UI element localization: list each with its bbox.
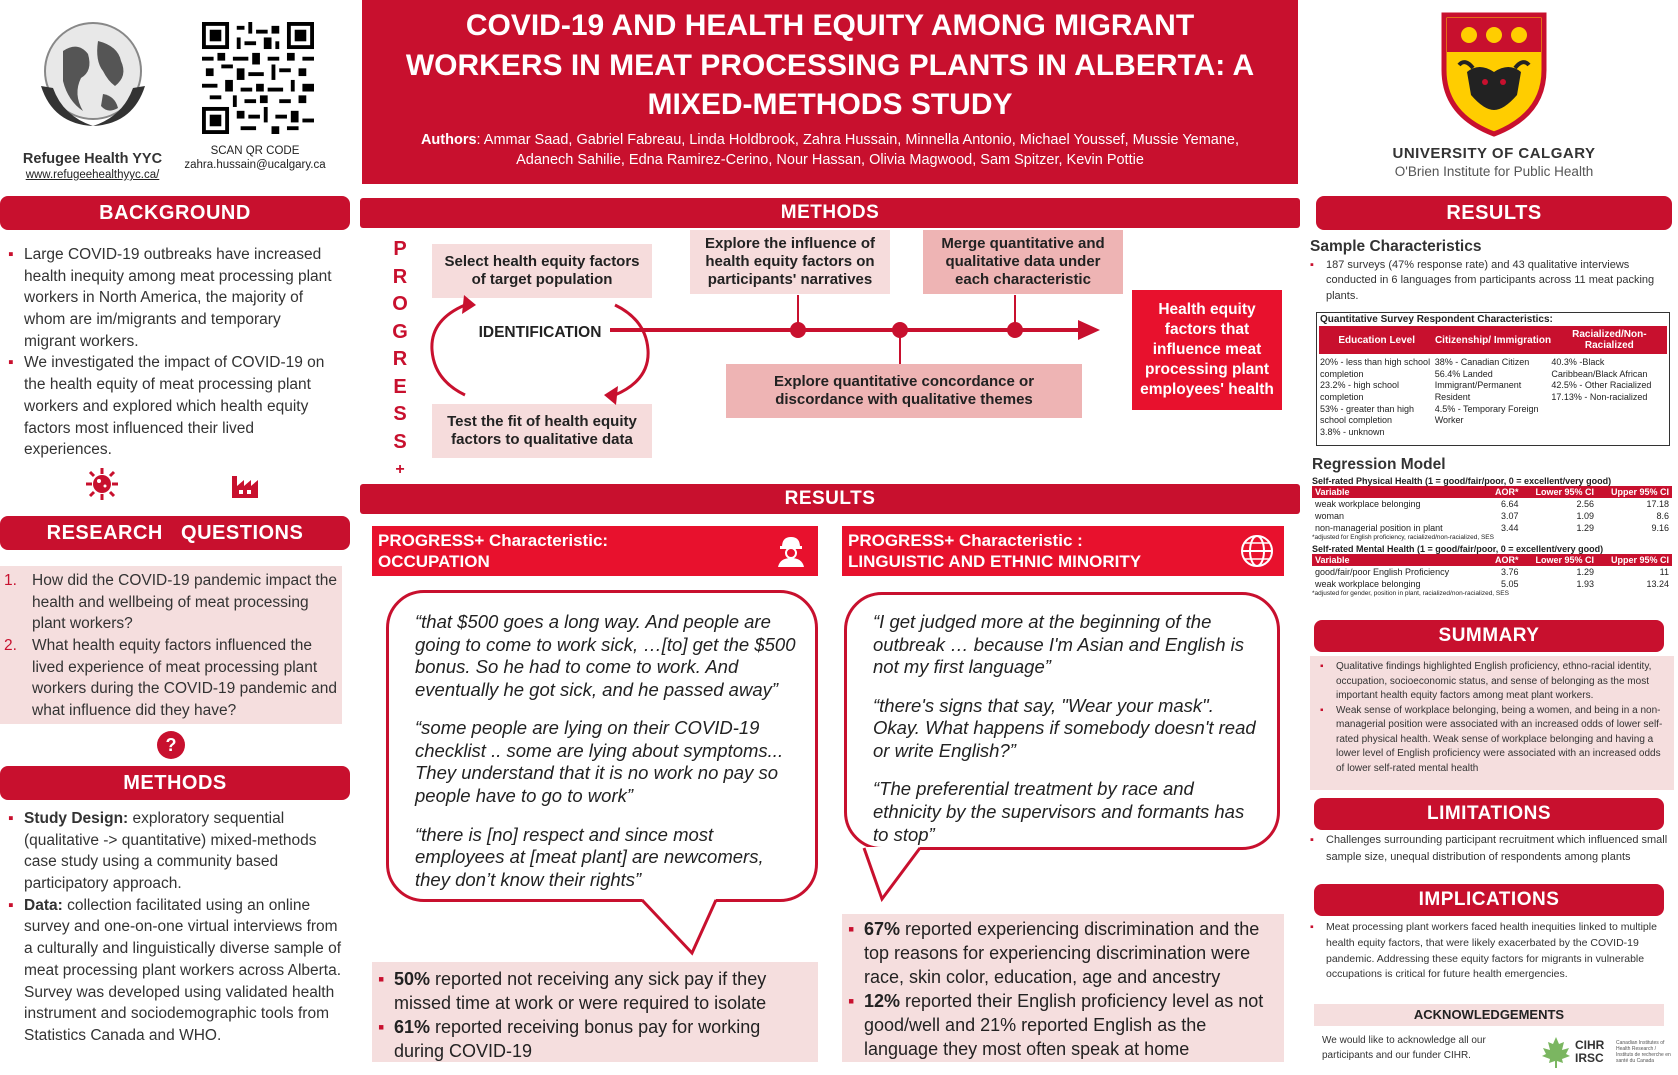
occupation-stat	[378, 1016, 808, 1064]
research-question-item	[0, 570, 342, 635]
physical-health-note: *adjusted for English proficiency, racialized/non-racialized, SES	[1312, 534, 1494, 541]
col-citizenship	[1435, 357, 1552, 439]
table-row	[1312, 510, 1672, 522]
stat-percent: 50%	[394, 969, 431, 989]
occupation-bubble-tail	[640, 899, 720, 959]
background-list	[8, 244, 336, 461]
result-outcome-box: Health equity factors that influence meat processing plant employees' health	[1132, 290, 1282, 410]
table-header: Lower 95% CI	[1522, 554, 1598, 566]
table-cell: woman	[1315, 511, 1345, 521]
occupation-quote-bubble	[386, 590, 818, 902]
occupation-title-line2: OCCUPATION	[378, 552, 490, 572]
maple-leaf-icon	[1540, 1035, 1572, 1069]
table-row	[1312, 566, 1672, 578]
progress-letter: R	[392, 265, 408, 288]
table-header: Variable	[1312, 486, 1487, 498]
linguistic-quote: “I get judged more at the beginning of the outbreak … because I'm Asian and English is not my first language”	[873, 611, 1244, 678]
limitations-item: ▪ Challenges surrounding participant recruitment which influenced small sample size, unequal distribution of respondents among plants	[1310, 832, 1674, 865]
linguistic-quote: “there's signs that say, "Wear your mask". Okay. What happens if somebody doesn't read or write English?”	[873, 694, 1256, 761]
stat-percent: 12%	[864, 990, 901, 1011]
methods-item	[8, 808, 350, 895]
table-cell: 23.2% - high school completion	[1320, 380, 1400, 403]
merge-data-box: Merge quantitative and qualitative data under each characteristic	[923, 230, 1123, 294]
progress-letter: G	[392, 320, 408, 343]
table-cell: 2.56	[1576, 499, 1595, 509]
question-text: How did the COVID-19 pandemic impact the health and wellbeing of meat processing plant workers?	[32, 572, 337, 633]
progress-letter: E	[393, 375, 407, 398]
methods-item-label: Data:	[24, 896, 63, 914]
linguistic-stat	[848, 990, 1276, 1062]
results-right-heading: RESULTS	[1316, 196, 1672, 230]
progress-letter: +	[395, 461, 405, 478]
timeline-node	[790, 322, 806, 338]
linguistic-title-line1: PROGRESS+ Characteristic :	[848, 531, 1083, 550]
globe-icon	[1240, 534, 1274, 568]
progress-letter: O	[392, 293, 408, 315]
university-name: UNIVERSITY OF CALGARY	[1392, 145, 1596, 162]
mental-health-note: *adjusted for gender, position in plant, racialized/non-racialized, SES	[1312, 590, 1509, 597]
table-cell: 6.64	[1501, 499, 1519, 509]
occupation-quote: “some people are lying on their COVID-19 checklist .. some are lying about symptoms... They understand that it is no work no pay so people have to go to work”	[415, 717, 784, 806]
occupation-title-line1: PROGRESS+ Characteristic:	[378, 531, 609, 550]
test-fit-box: Test the fit of health equity factors to qualitative data	[432, 404, 652, 458]
table-cell: 5.05	[1501, 579, 1519, 589]
summary-item: ▪ Qualitative findings highlighted English proficiency, ethno-racial identity, occupation, socioeconomic status, and sense of belonging as the most important health equity factors among meat plant workers.	[1320, 660, 1668, 704]
qr-code-block	[180, 22, 330, 182]
linguistic-header	[842, 526, 1284, 576]
physical-health-table	[1312, 486, 1672, 534]
table-cell: 3.44	[1501, 523, 1519, 533]
linguistic-bubble-tail	[862, 847, 922, 903]
linguistic-quote-bubble	[844, 592, 1280, 850]
sample-characteristics-text: ▪ 187 surveys (47% response rate) and 43 qualitative interviews conducted in 6 languages from participants across 11 meat packing plants.	[1310, 258, 1674, 304]
methods-item-text: collection facilitated using an online survey and one-on-one virtual interviews from a culturally and linguistically diverse sample of meat processing plant workers across Alberta. Survey was developed using validated health instrument and sociodemographic tools from Statistics Canada and WHO.	[24, 896, 342, 1044]
table-cell: good/fair/poor English Proficiency	[1315, 567, 1450, 577]
table-cell: 56.4% Landed Immigrant/Permanent Resident	[1434, 368, 1522, 403]
methods-diagram	[360, 230, 1300, 482]
characteristics-table-header	[1319, 326, 1667, 354]
methods-item-text: exploratory sequential (qualitative -> quantitative) mixed-methods case study using a community based participatory approach.	[24, 810, 317, 893]
regression-block	[1312, 476, 1672, 597]
summary-heading: SUMMARY	[1314, 620, 1664, 652]
factory-icon	[230, 468, 264, 500]
table-cell: 1.29	[1576, 567, 1595, 577]
left-column	[0, 0, 342, 1075]
occupation-stat	[378, 968, 808, 1016]
methods-item-label: Study Design:	[24, 810, 129, 827]
linguistic-stats-list	[848, 918, 1276, 1062]
institute-name: O'Brien Institute for Public Health	[1394, 164, 1594, 179]
question-number: 1.	[4, 572, 17, 589]
table-cell: 13.24	[1646, 579, 1669, 589]
table-cell: 38% - Canadian Citizen	[1434, 357, 1530, 367]
results-center-heading: RESULTS	[360, 484, 1300, 514]
authors-label: Authors	[420, 131, 477, 148]
physical-health-title: Self-rated Physical Health (1 = good/fair/poor, 0 = excellent/very good)	[1312, 476, 1612, 486]
explore-influence-box: Explore the influence of health equity factors on participants' narratives	[690, 230, 890, 294]
table-cell: weak workplace belonging	[1315, 579, 1421, 589]
identification-label: IDENTIFICATION	[478, 324, 602, 341]
table-row	[1312, 522, 1672, 534]
table-header-row	[1312, 554, 1672, 566]
timeline-node	[1007, 322, 1023, 338]
col-racialized	[1551, 357, 1666, 439]
background-item: ▪ We investigated the impact of COVID-19 on the health equity of meat processing plant workers and explored which health equity factors most influenced their lived experiences.	[8, 352, 336, 460]
progress-letter: S	[393, 430, 407, 453]
table-header-row	[1312, 486, 1672, 498]
col-header-citizenship: Citizenship/ Immigration	[1434, 334, 1552, 346]
virus-icon	[84, 466, 120, 502]
refugee-health-logo	[10, 12, 175, 182]
background-item: ▪ Large COVID-19 outbreaks have increased health inequity among meat processing plant workers in North America, the majority of whom are im/migrants and temporary migrant workers.	[8, 244, 336, 352]
table-cell: 42.5% - Other Racialized	[1551, 380, 1652, 391]
linguistic-stats-box	[842, 914, 1284, 1062]
table-cell: 11	[1659, 567, 1669, 577]
table-cell: 17.18	[1646, 499, 1669, 509]
svg-text:?: ?	[165, 735, 177, 755]
linguistic-stat	[848, 918, 1276, 990]
qr-code-icon[interactable]	[202, 22, 314, 134]
col-education	[1320, 357, 1435, 439]
linguistic-title-line2: LINGUISTIC AND ETHNIC MINORITY	[848, 552, 1142, 572]
table-cell: 8.6	[1656, 511, 1669, 521]
table-cell: 1.93	[1576, 579, 1595, 589]
research-questions-heading: RESEARCH QUESTIONS	[0, 516, 350, 550]
methods-left-list	[8, 808, 350, 1047]
stat-text: reported experiencing discrimination and the top reasons for experiencing discrimination were race, skin color, education, age and ancestry	[864, 919, 1260, 987]
sample-characteristics-heading: Sample Characteristics	[1310, 238, 1482, 255]
table-cell: 3.8% - unknown	[1320, 427, 1385, 438]
stat-text: reported receiving bonus pay for working during COVID-19	[394, 1016, 761, 1061]
qr-label: SCAN QR CODE	[210, 145, 300, 157]
occupation-stats-box	[372, 962, 818, 1062]
limitations-heading: LIMITATIONS	[1314, 798, 1664, 830]
table-header: AOR*	[1487, 554, 1522, 566]
globe-hands-icon	[33, 16, 153, 136]
progress-letter: P	[393, 238, 407, 260]
table-header: Lower 95% CI	[1522, 486, 1598, 498]
timeline-node	[892, 322, 908, 338]
stat-percent: 61%	[394, 1016, 431, 1037]
methods-item	[8, 895, 350, 1047]
table-header: Upper 95% CI	[1597, 486, 1672, 498]
cihr-logo	[1540, 1032, 1674, 1072]
background-heading: BACKGROUND	[0, 196, 350, 230]
table-cell: 20% - less than high school completion	[1320, 357, 1431, 379]
col-header-education: Education Level	[1338, 334, 1416, 346]
acknowledgements-text: We would like to acknowledge all our participants and our funder CIHR.	[1322, 1035, 1486, 1061]
methods-left-heading: METHODS	[0, 766, 350, 800]
table-cell: 3.76	[1501, 567, 1519, 577]
worker-icon	[774, 534, 808, 568]
implications-item: ▪ Meat processing plant workers faced health inequities linked to multiple health equity factors, that were likely exacerbated by the COVID-19 pandemic. Addressing these equity factors for migrants in vulnerable occupations is critical for future health emergencies.	[1310, 920, 1674, 983]
progress-acronym	[390, 236, 410, 484]
occupation-stats-list	[378, 968, 808, 1064]
table-cell: weak workplace belonging	[1315, 499, 1421, 509]
university-shield-icon	[1439, 10, 1549, 138]
title-banner	[362, 0, 1298, 184]
methods-center-heading: METHODS	[360, 198, 1300, 228]
table-header: Variable	[1312, 554, 1487, 566]
occupation-quote: “there is [no] respect and since most employees at [meat plant] are newcomers, they don’t know their rights”	[415, 823, 764, 890]
col-header-racialized: Racialized/Non-Racialized	[1572, 329, 1647, 351]
regression-model-heading: Regression Model	[1312, 456, 1446, 473]
table-cell: 9.16	[1651, 523, 1669, 533]
progress-letter: S	[393, 403, 407, 425]
occupation-quote: “that $500 goes a long way. And people are going to come to work sick, …[to] get the $500 bonus. So he had to come to work. And eventually he got sick, and he passed away”	[415, 611, 796, 700]
table-cell: 40.3% -Black Caribbean/Black African	[1551, 357, 1648, 379]
poster-title: COVID-19 AND HEALTH EQUITY AMONG MIGRANT WORKERS IN MEAT PROCESSING PLANTS IN ALBERTA: A MIXED-METHODS STUDY	[405, 9, 1255, 122]
table-cell: 1.09	[1576, 511, 1595, 521]
stat-text: reported not receiving any sick pay if they missed time at work or were required to isolate	[394, 969, 767, 1013]
research-questions-box	[0, 566, 342, 724]
characteristics-table-body	[1317, 354, 1669, 439]
table-row	[1312, 578, 1672, 590]
question-number: 2.	[4, 637, 17, 655]
characteristics-table	[1316, 312, 1670, 446]
table-cell: 17.13% - Non-racialized	[1551, 392, 1648, 403]
explore-quant-box: Explore quantitative concordance or discordance with qualitative themes	[726, 364, 1082, 418]
question-mark-icon	[156, 730, 186, 760]
summary-box	[1310, 656, 1674, 790]
acknowledgements-heading: ACKNOWLEDGEMENTS	[1314, 1004, 1664, 1026]
sample-characteristics-list	[1310, 258, 1674, 304]
table-header: Upper 95% CI	[1597, 554, 1672, 566]
table-cell: 3.07	[1501, 511, 1519, 521]
table-cell: non-managerial position in plant	[1315, 523, 1443, 533]
question-text: What health equity factors influenced the lived experience of meat processing plant workers during the COVID-19 pandemic and what influence did they have?	[32, 637, 337, 720]
refugee-health-url[interactable]: www.refugeehealthyyc.ca/	[25, 169, 160, 181]
table-cell: 4.5% - Temporary Foreign Worker	[1434, 403, 1539, 426]
stat-text: reported their English proficiency level as not good/well and 21% reported English as the language they most often speak at home	[864, 990, 1264, 1059]
authors-line	[362, 130, 1298, 171]
table-cell: 1.29	[1576, 523, 1595, 533]
summary-item: ▪ Weak sense of workplace belonging, being a women, and being in a non-managerial position were associated with an increased odds of lower self-rated physical health. Weak sense of workplace belonging and having a lower level of English proficiency were associated with an increased odds of lower self-rated mental health	[1320, 704, 1668, 777]
table-cell: 53% - greater than high school completion	[1320, 403, 1415, 426]
funder-small-text: Canadian Institutes of Health Research / Instituts de recherche en santé du Canada	[1616, 1040, 1671, 1064]
research-questions-list	[0, 566, 342, 722]
progress-letter: R	[392, 348, 408, 370]
mental-health-title: Self-rated Mental Health (1 = good/fair/poor, 0 = excellent/very good)	[1312, 544, 1604, 554]
occupation-header	[372, 526, 818, 576]
authors-names: : Ammar Saad, Gabriel Fabreau, Linda Holdbrook, Zahra Hussain, Minnella Antonio, Michael Youssef, Mussie Yemane, Adanech Sahilie, Edna Ramirez-Cerino, Nour Hassan, Olivia Magwood, Sam Spitzer, Kevin Pottie	[476, 131, 1240, 169]
stat-percent: 67%	[864, 919, 901, 939]
methods-timeline-arrow	[610, 290, 1110, 370]
summary-list	[1320, 660, 1668, 776]
select-factors-box: Select health equity factors of target population	[432, 244, 652, 298]
limitations-list	[1310, 832, 1674, 865]
characteristics-table-title: Quantitative Survey Respondent Characteristics:	[1320, 314, 1553, 325]
research-question-item	[0, 635, 342, 722]
funder-logo-text: CIHR IRSC	[1575, 1037, 1605, 1065]
mental-health-table	[1312, 554, 1672, 590]
refugee-health-name: Refugee Health YYC	[22, 151, 163, 167]
contact-email[interactable]: zahra.hussain@ucalgary.ca	[184, 159, 326, 171]
university-logo	[1310, 10, 1678, 180]
table-row	[1312, 498, 1672, 510]
linguistic-quote: “The preferential treatment by race and ethnicity by the supervisors and formants has to stop”	[873, 778, 1245, 845]
implications-heading: IMPLICATIONS	[1314, 884, 1664, 916]
implications-list	[1310, 920, 1674, 983]
table-header: AOR*	[1487, 486, 1522, 498]
